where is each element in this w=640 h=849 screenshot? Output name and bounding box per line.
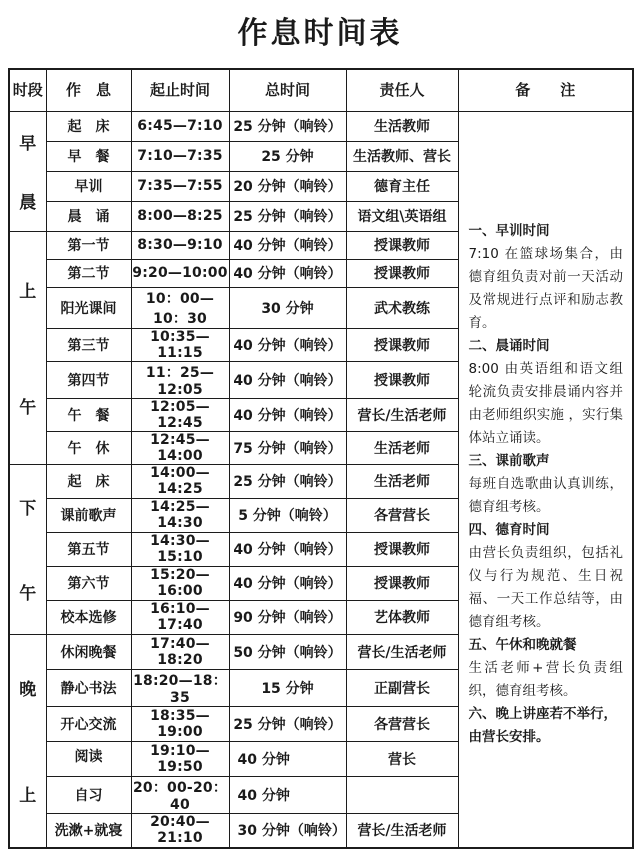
duration-cell: 15 分钟 [229, 669, 346, 706]
time-cell: 8:30—9:10 [131, 231, 229, 259]
note-body: 生活老师+营长负责组织，德育组考核。 [468, 659, 623, 699]
owner-cell: 营长/生活老师 [346, 398, 458, 431]
owner-cell: 营长/生活老师 [346, 634, 458, 669]
time-cell: 12:45—14:00 [131, 431, 229, 464]
note-heading: 六、晚上讲座若不举行，由营长安排。 [468, 705, 617, 745]
duration-cell: 30 分钟 [229, 287, 346, 328]
duration-cell: 25 分钟 [229, 141, 346, 171]
owner-cell: 营长/生活老师 [346, 813, 458, 848]
owner-cell: 授课教师 [346, 532, 458, 566]
note-heading: 四、德育时间 [468, 521, 550, 538]
notes-cell [458, 111, 633, 848]
time-cell: 14:25—14:30 [131, 498, 229, 532]
note-heading: 五、午休和晚就餐 [468, 636, 577, 653]
time-cell: 12:05—12:45 [131, 398, 229, 431]
period-label: 早 晨 [19, 133, 37, 214]
owner-cell: 授课教师 [346, 259, 458, 287]
table-body [9, 111, 633, 848]
activity-cell: 第四节 [46, 361, 131, 398]
duration-cell: 75 分钟（响铃） [229, 431, 346, 464]
activity-cell: 早 餐 [46, 141, 131, 171]
header-cell: 作 息 [46, 69, 131, 111]
note-heading: 三、课前歌声 [468, 452, 550, 469]
header-cell: 责任人 [346, 69, 458, 111]
activity-cell: 午 餐 [46, 398, 131, 431]
period-label: 晚 上 [19, 680, 37, 807]
duration-cell: 90 分钟（响铃） [229, 600, 346, 634]
activity-cell: 开心交流 [46, 706, 131, 741]
activity-cell: 第六节 [46, 566, 131, 600]
activity-cell: 早训 [46, 171, 131, 201]
activity-cell: 第一节 [46, 231, 131, 259]
time-cell: 8:00—8:25 [131, 201, 229, 231]
time-cell: 7:10—7:35 [131, 141, 229, 171]
duration-cell: 40 分钟 [229, 741, 346, 776]
time-cell: 7:35—7:55 [131, 171, 229, 201]
schedule-table [8, 68, 634, 849]
owner-cell: 各营营长 [346, 706, 458, 741]
time-cell: 6:45—7:10 [131, 111, 229, 141]
note-body: 由营长负责组织，包括礼仪与行为规范、生日祝福、一天工作总结等，由德育组考核。 [468, 544, 623, 630]
note-heading: 二、晨诵时间 [468, 337, 550, 354]
owner-cell: 德育主任 [346, 171, 458, 201]
owner-cell: 生活教师、营长 [346, 141, 458, 171]
activity-cell: 阅读 [46, 741, 131, 776]
activity-cell: 阳光课间 [46, 287, 131, 328]
owner-cell: 语文组\英语组 [346, 201, 458, 231]
time-cell: 14:00—14:25 [131, 464, 229, 498]
duration-cell: 25 分钟（响铃） [229, 111, 346, 141]
time-cell: 15:20—16:00 [131, 566, 229, 600]
activity-cell: 第五节 [46, 532, 131, 566]
owner-cell: 生活老师 [346, 431, 458, 464]
owner-cell: 生活老师 [346, 464, 458, 498]
note-heading: 一、早训时间 [468, 222, 550, 239]
activity-cell: 第二节 [46, 259, 131, 287]
duration-cell: 40 分钟（响铃） [229, 361, 346, 398]
owner-cell: 武术教练 [346, 287, 458, 328]
time-cell: 9:20—10:00 [131, 259, 229, 287]
activity-cell: 洗漱+就寝 [46, 813, 131, 848]
time-cell: 17:40—18:20 [131, 634, 229, 669]
activity-cell: 静心书法 [46, 669, 131, 706]
duration-cell: 40 分钟（响铃） [229, 328, 346, 361]
time-cell: 16:10—17:40 [131, 600, 229, 634]
owner-cell: 营长 [346, 741, 458, 776]
owner-cell: 授课教师 [346, 328, 458, 361]
owner-cell: 正副营长 [346, 669, 458, 706]
period-cell [9, 634, 46, 848]
duration-cell: 25 分钟（响铃） [229, 706, 346, 741]
duration-cell: 40 分钟（响铃） [229, 532, 346, 566]
owner-cell: 授课教师 [346, 566, 458, 600]
header-cell: 备 注 [458, 69, 633, 111]
time-cell: 14:30—15:10 [131, 532, 229, 566]
duration-cell: 25 分钟（响铃） [229, 201, 346, 231]
table-row [9, 111, 633, 141]
duration-cell: 5 分钟（响铃） [229, 498, 346, 532]
activity-cell: 校本选修 [46, 600, 131, 634]
note-body: 7:10 在篮球场集合，由德育组负责对前一天活动及常规进行点评和励志教育。 [468, 245, 623, 331]
activity-cell: 休闲晚餐 [46, 634, 131, 669]
note-body: 每班自选歌曲认真训练，德育组考核。 [468, 475, 623, 515]
time-cell: 18:35—19:00 [131, 706, 229, 741]
time-cell: 11：25—12:05 [131, 361, 229, 398]
activity-cell: 起 床 [46, 464, 131, 498]
owner-cell: 各营营长 [346, 498, 458, 532]
time-cell: 19:10—19:50 [131, 741, 229, 776]
owner-cell: 授课教师 [346, 361, 458, 398]
period-cell [9, 464, 46, 634]
time-cell: 10:35—11:15 [131, 328, 229, 361]
activity-cell: 课前歌声 [46, 498, 131, 532]
period-cell [9, 111, 46, 231]
activity-cell: 晨 诵 [46, 201, 131, 231]
table-header [9, 69, 633, 111]
activity-cell: 午 休 [46, 431, 131, 464]
time-cell: 18:20—18：35 [131, 669, 229, 706]
duration-cell: 40 分钟（响铃） [229, 398, 346, 431]
note-body: 8:00 由英语组和语文组轮流负责安排晨诵内容并由老师组织实施 ，实行集体站立诵读。 [468, 360, 623, 446]
activity-cell: 起 床 [46, 111, 131, 141]
time-cell: 20:40—21:10 [131, 813, 229, 848]
period-label: 下 午 [19, 499, 37, 604]
page-title: 作息时间表 [237, 16, 403, 51]
header-row [9, 69, 633, 111]
time-cell: 10：00—10：30 [131, 287, 229, 328]
header-cell: 时段 [9, 69, 46, 111]
duration-cell: 50 分钟（响铃） [229, 634, 346, 669]
duration-cell: 40 分钟（响铃） [229, 231, 346, 259]
owner-cell: 艺体教师 [346, 600, 458, 634]
duration-cell: 25 分钟（响铃） [229, 464, 346, 498]
duration-cell: 40 分钟（响铃） [229, 566, 346, 600]
duration-cell: 30 分钟（响铃） [229, 813, 346, 848]
owner-cell: 生活教师 [346, 111, 458, 141]
activity-cell: 自习 [46, 776, 131, 813]
period-cell [9, 231, 46, 464]
period-label: 上 午 [19, 282, 37, 418]
owner-cell: 授课教师 [346, 231, 458, 259]
owner-cell [346, 776, 458, 813]
duration-cell: 40 分钟（响铃） [229, 259, 346, 287]
header-cell: 总时间 [229, 69, 346, 111]
header-cell: 起止时间 [131, 69, 229, 111]
time-cell: 20：00-20：40 [131, 776, 229, 813]
duration-cell: 20 分钟（响铃） [229, 171, 346, 201]
activity-cell: 第三节 [46, 328, 131, 361]
duration-cell: 40 分钟 [229, 776, 346, 813]
